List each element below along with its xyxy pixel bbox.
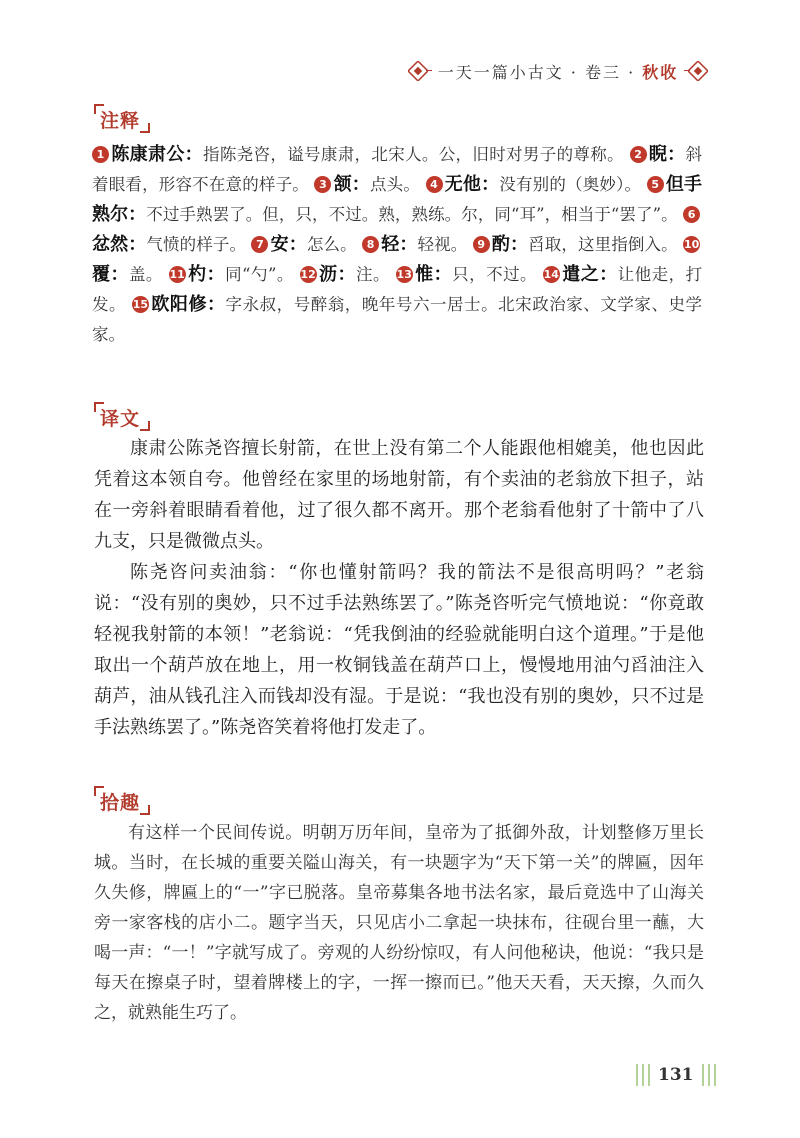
book-title: 一天一篇小古文 · 卷三 · (437, 62, 643, 82)
note-number-badge: 10 (683, 238, 700, 251)
note-term: 杓： (187, 264, 226, 285)
translation-label: 译文 (100, 408, 141, 430)
note-term: 惟： (414, 264, 453, 285)
bracket-icon (140, 123, 150, 133)
note-number-badge: 5 (647, 176, 664, 193)
note-number-badge: 13 (396, 268, 412, 281)
translation-paragraph: 陈尧咨问卖油翁：“你也懂射箭吗？我的箭法不是很高明吗？”老翁说：“没有别的奥妙，只不过手法熟练罢了。”陈尧咨听完气愤地说：“你竟敢轻视我射箭的本领！”老翁说：“凭我倒油的经验就能明白这个道理。”于是他取出一个葫芦放在地上，用一枚铜钱盖在葫芦口上，慢慢地用油勺舀油注入葫芦，油从钱孔注入而钱却没有湿。于是说：“我也没有别的奥妙，只不过是手法熟练罢了。”陈尧咨笑着将他打发走了。 (94, 562, 704, 738)
ornament-right-icon (688, 61, 708, 81)
note-number-badge: 7 (251, 236, 268, 253)
notes-heading (94, 104, 144, 133)
notes-label: 注释 (100, 110, 141, 132)
note-item (251, 235, 356, 254)
note-text: 怎么。 (306, 235, 357, 254)
note-text: 注。 (356, 265, 390, 284)
note-term: 覆： (92, 264, 129, 285)
note-text: 轻视。 (417, 235, 468, 254)
note-text: 点头。 (369, 175, 421, 194)
header-title (432, 60, 685, 83)
note-item (300, 265, 390, 284)
translation-heading (94, 402, 144, 431)
running-header (408, 58, 708, 84)
note-term: 睨： (648, 144, 686, 165)
note-item (169, 265, 294, 284)
note-number-badge: 11 (169, 268, 185, 281)
note-item (426, 175, 642, 194)
page-bars-right-icon (702, 1064, 716, 1086)
bracket-icon (94, 104, 104, 114)
note-number-badge: 15 (132, 298, 149, 311)
fun-body (94, 818, 704, 1028)
note-number-badge: 14 (543, 268, 559, 281)
note-term: 轻： (381, 234, 418, 255)
fun-label: 拾趣 (100, 792, 141, 814)
note-text: 没有别的（奥妙）。 (499, 175, 642, 194)
note-item (362, 235, 467, 254)
note-term: 酌： (491, 234, 529, 255)
note-text: 让他走，打发。 (92, 265, 703, 314)
note-number-badge: 12 (300, 268, 316, 281)
note-item (92, 295, 702, 344)
fun-heading (94, 786, 144, 815)
note-text: 字永叔，号醉翁，晚年号六一居士。北宋政治家、文学家、史学家。 (92, 295, 703, 344)
bracket-icon (140, 805, 150, 815)
note-text: 舀取，这里指倒入。 (528, 235, 678, 254)
note-term: 陈康肃公： (111, 144, 204, 165)
translation-body (94, 433, 704, 743)
note-number-badge: 4 (426, 176, 443, 193)
note-term: 无他： (444, 174, 500, 195)
note-number-badge: 2 (630, 146, 647, 163)
note-number-badge: 6 (683, 206, 700, 223)
note-term: 颔： (333, 174, 370, 195)
note-text: 斜着眼看，形容不在意的样子。 (92, 145, 703, 194)
note-number-badge: 3 (314, 176, 331, 193)
volume-season: 秋收 (642, 62, 679, 82)
note-item (396, 265, 537, 284)
note-text: 不过手熟罢了。但，只，不过。熟，熟练。尔，同“耳”，相当于“罢了”。 (146, 205, 678, 224)
note-text: 气愤的样子。 (146, 235, 247, 254)
ornament-left-icon (408, 61, 428, 81)
note-number-badge: 8 (362, 236, 379, 253)
bracket-icon (94, 786, 104, 796)
page-number-block (636, 1064, 716, 1086)
note-term: 沥： (318, 264, 357, 285)
note-term: 欧阳修： (150, 294, 226, 315)
note-text: 只，不过。 (452, 265, 538, 284)
note-term: 忿然： (92, 234, 147, 255)
note-text: 同“勺”。 (225, 265, 294, 284)
translation-paragraph: 康肃公陈尧咨擅长射箭，在世上没有第二个人能跟他相媲美，他也因此凭着这本领自夸。他曾经在家里的场地射箭，有个卖油的老翁放下担子，站在一旁斜着眼睛看着他，过了很久都不离开。那个老翁看他射了十箭中了八九支，只是微微点头。 (94, 438, 704, 552)
note-number-badge: 1 (92, 146, 109, 163)
fun-paragraph: 有这样一个民间传说。明朝万历年间，皇帝为了抵御外敌，计划整修万里长城。当时，在长城的重要关隘山海关，有一块题字为“天下第一关”的牌匾，因年久失修，牌匾上的“一”字已脱落。皇帝募集各地书法名家，最后竟选中了山海关旁一家客栈的店小二。题字当天，只见店小二拿起一块抹布，往砚台里一蘸，大喝一声：“一！”字就写成了。旁观的人纷纷惊叹，有人问他秘诀，他说：“我只是每天在擦桌子时，望着牌楼上的字，一挥一擦而已。”他天天看，天天擦，久而久之，就熟能生巧了。 (94, 823, 704, 1023)
note-text: 指陈尧咨，谥号康肃，北宋人。公，旧时对男子的尊称。 (203, 145, 624, 164)
note-term: 但手熟尔： (92, 174, 703, 225)
notes-body (92, 140, 702, 350)
bracket-icon (94, 402, 104, 412)
note-term: 遣之： (561, 264, 618, 285)
note-number-badge: 9 (473, 236, 490, 253)
note-item (92, 145, 624, 164)
bracket-icon (140, 421, 150, 431)
page-bars-left-icon (636, 1064, 650, 1086)
note-text: 盖。 (128, 265, 163, 284)
page-number: 131 (658, 1065, 694, 1085)
note-item (314, 175, 420, 194)
note-term: 安： (270, 234, 307, 255)
note-item (473, 235, 678, 254)
